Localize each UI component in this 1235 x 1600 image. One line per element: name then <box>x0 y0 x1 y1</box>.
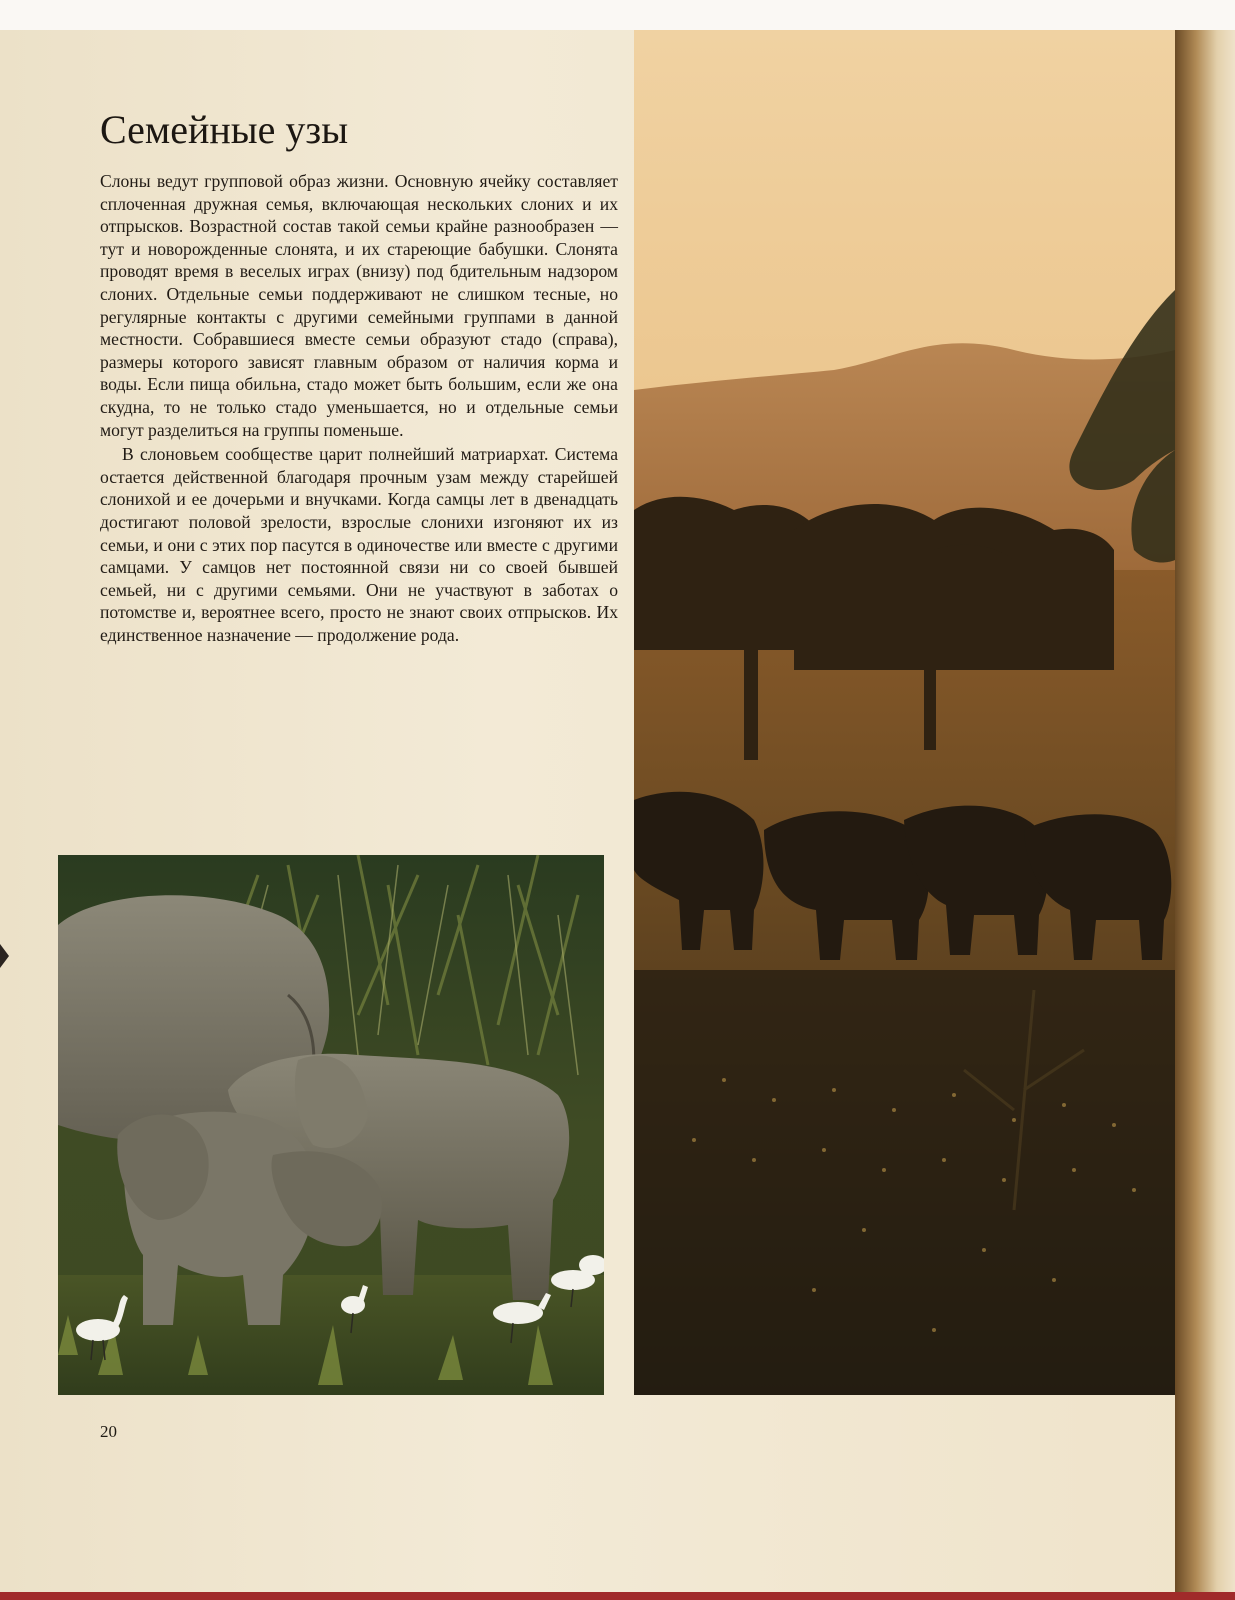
savanna-herd-illustration <box>634 30 1175 1395</box>
article-body <box>100 170 618 646</box>
savanna-herd-photo <box>634 30 1175 1395</box>
book-spine-shadow <box>1175 30 1235 1592</box>
paragraph-2: В слоновьем сообществе царит полнейший матриархат. Система остается действенной благодаря прочным узам между старейшей слонихой и ее дочерьми и внучками. Когда самцы лет в двенадцать достигают половой зрелости, взрослые слонихи изгоняют их из семьи, и они с этих пор пасутся в одиночестве или вместе с другими самцами. У самцов нет постоянной связи ни со своей бывшей семьей, ни с другими семьями. Они не участвуют в заботах о потомстве и, вероятнее всего, просто не знают своих отпрысков. Их единственное назначение — продолжение рода. <box>100 444 618 645</box>
paragraph-1: Слоны ведут групповой образ жизни. Основную ячейку составляет сплоченная дружная семья, включающая нескольких слоних и их отпрысков. Возрастной состав такой семьи крайне разнообразен — тут и новорожденные слонята, и их стареющие бабушки. Слонята проводят время в веселых играх (внизу) под бдительным надзором слоних. Отдельные семьи поддерживают не слишком тесные, но регулярные контакты с другими семейными группами в данной местности. Собравшиеся вместе семьи образуют стадо (справа), размеры которого зависят главным образом от наличия корма и воды. Если пища обильна, стадо может быть большим, если же она скудна, то не только стадо уменьшается, но и отдельные семьи могут разделиться на группы поменьше. <box>100 171 618 440</box>
book-edge <box>0 1592 1235 1600</box>
elephant-calves-illustration <box>58 855 604 1395</box>
scan-margin-marker <box>0 944 9 968</box>
elephant-calves-photo <box>58 855 604 1395</box>
page-title: Семейные узы <box>100 107 349 152</box>
scan-top-margin <box>0 0 1235 30</box>
page-number: 20 <box>100 1422 117 1441</box>
